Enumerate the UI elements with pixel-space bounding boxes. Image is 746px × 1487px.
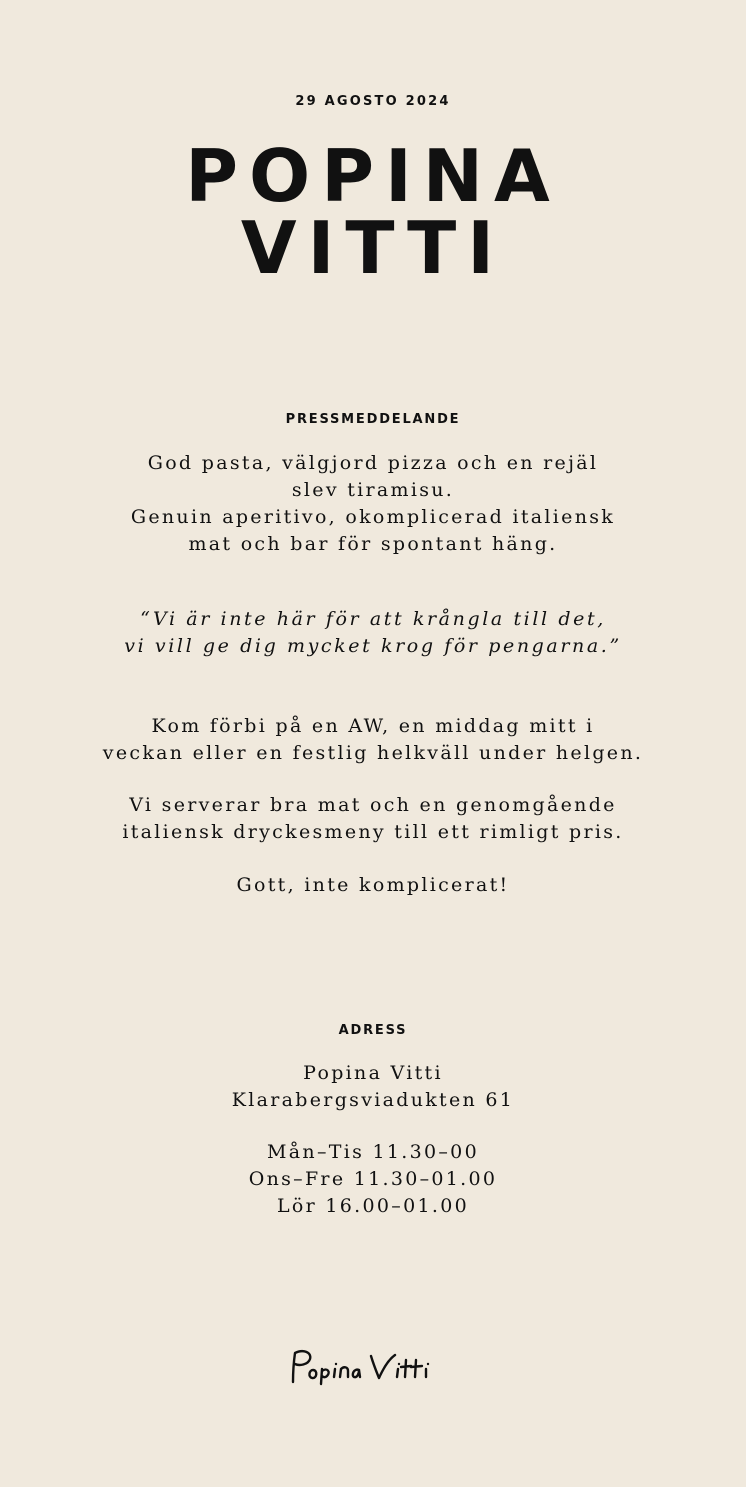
quote-line: vi vill ge dig mycket krog för pengarna.” (124, 635, 622, 657)
intro-line: slev tiramisu. (291, 479, 455, 501)
intro-line: God pasta, välgjord pizza och en rejäl (147, 452, 599, 474)
opening-hours (0, 1139, 746, 1220)
address-name: Popina Vitti (303, 1062, 443, 1084)
press-date: 29 AGOSTO 2024 (295, 94, 451, 109)
hours-line: Mån–Tis 11.30–00 (267, 1141, 479, 1163)
hours-line: Ons–Fre 11.30–01.00 (248, 1168, 498, 1190)
quote-block (0, 606, 746, 660)
address-street: Klarabergsviadukten 61 (231, 1089, 515, 1111)
menu-line: Vi serverar bra mat och en genomgående (129, 794, 617, 816)
press-release-label: PRESSMEDDELANDE (285, 412, 461, 427)
address-label: ADRESS (338, 1023, 408, 1038)
visit-line: Kom förbi på en AW, en middag mitt i (151, 715, 595, 737)
intro-text (0, 450, 746, 558)
popina-vitti-logo-icon (283, 1340, 463, 1388)
quote-line: “Vi är inte här för att krångla till det, (140, 608, 606, 630)
intro-line: Genuin aperitivo, okomplicerad italiensk (130, 506, 616, 528)
visit-paragraph (0, 713, 746, 767)
menu-line: italiensk dryckesmeny till ett rimligt pris. (122, 821, 624, 843)
title-line-2: VITTI (240, 206, 506, 290)
address-block (0, 1060, 746, 1114)
tagline: Gott, inte komplicerat! (236, 874, 510, 896)
restaurant-title (0, 134, 746, 290)
visit-line: veckan eller en festlig helkväll under helgen. (102, 742, 644, 764)
hours-line: Lör 16.00–01.00 (277, 1195, 469, 1217)
title-line-1: POPINA (185, 134, 561, 218)
menu-paragraph (0, 792, 746, 846)
intro-line: mat och bar för spontant häng. (188, 533, 558, 555)
